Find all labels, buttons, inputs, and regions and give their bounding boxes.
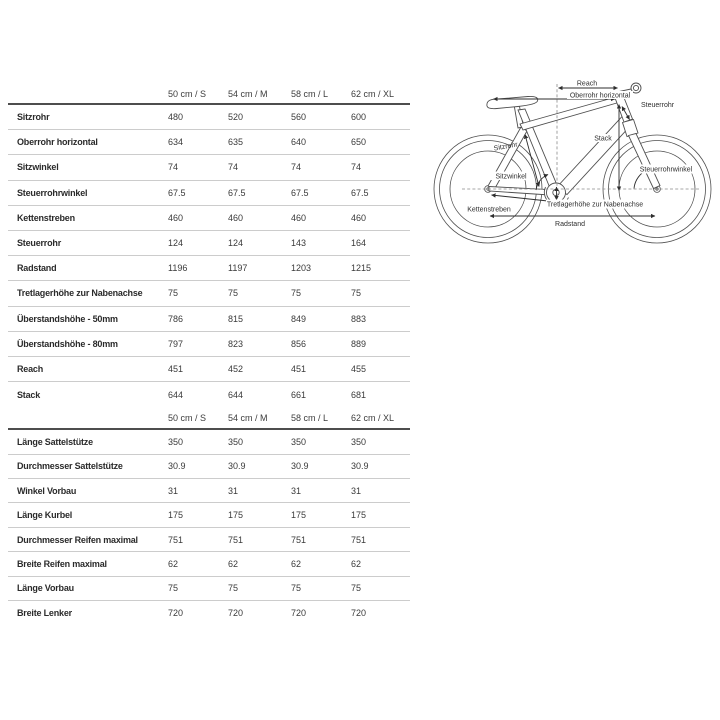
row-value: 74 bbox=[351, 162, 362, 173]
row-value: 1215 bbox=[351, 263, 372, 274]
table-row bbox=[8, 256, 410, 281]
row-value: 751 bbox=[291, 534, 307, 545]
row-value: 681 bbox=[351, 389, 367, 400]
row-label: Steuerrohrwinkel bbox=[17, 187, 88, 198]
row-value: 175 bbox=[168, 510, 184, 521]
row-value: 67.5 bbox=[228, 187, 246, 198]
oberrohr-horizontal-label: Oberrohr horizontal bbox=[569, 92, 631, 100]
frame-geometry-rows bbox=[8, 105, 410, 407]
table-row bbox=[8, 455, 410, 479]
table-row bbox=[8, 181, 410, 206]
row-value: 460 bbox=[228, 212, 244, 223]
size-column-header: 58 cm / L bbox=[291, 412, 329, 423]
row-value: 635 bbox=[228, 137, 244, 148]
row-value: 175 bbox=[291, 510, 307, 521]
stack-label: Stack bbox=[594, 135, 612, 143]
row-value: 460 bbox=[168, 212, 184, 223]
row-label: Kettenstreben bbox=[17, 212, 75, 223]
row-label: Sitzwinkel bbox=[17, 162, 59, 173]
row-value: 30.9 bbox=[291, 461, 309, 472]
row-value: 751 bbox=[351, 534, 367, 545]
row-label: Länge Kurbel bbox=[17, 510, 73, 521]
row-value: 75 bbox=[351, 583, 362, 594]
row-value: 650 bbox=[351, 137, 367, 148]
table-row bbox=[8, 479, 410, 503]
row-value: 31 bbox=[351, 485, 362, 496]
row-value: 350 bbox=[168, 436, 184, 447]
row-label: Länge Sattelstütze bbox=[17, 436, 93, 447]
table-row bbox=[8, 552, 410, 576]
sitzrohr-label: Sitzrohr bbox=[493, 141, 519, 153]
seat-stay bbox=[488, 127, 527, 190]
row-value: 75 bbox=[228, 288, 239, 299]
table-row bbox=[8, 105, 410, 130]
row-value: 74 bbox=[168, 162, 179, 173]
table-row bbox=[8, 307, 410, 332]
row-value: 62 bbox=[351, 558, 362, 569]
size-column-header: 50 cm / S bbox=[168, 89, 207, 99]
size-column-header: 62 cm / XL bbox=[351, 89, 395, 99]
row-label: Länge Vorbau bbox=[17, 583, 74, 594]
fork-leg bbox=[629, 134, 661, 189]
row-label: Winkel Vorbau bbox=[17, 485, 77, 496]
row-value: 75 bbox=[351, 288, 362, 299]
row-value: 644 bbox=[168, 389, 184, 400]
row-value: 62 bbox=[168, 558, 179, 569]
row-value: 600 bbox=[351, 112, 367, 123]
frame-geometry-section bbox=[8, 85, 410, 407]
row-value: 175 bbox=[351, 510, 367, 521]
row-value: 815 bbox=[228, 313, 244, 324]
row-value: 520 bbox=[228, 112, 244, 123]
row-value: 75 bbox=[291, 288, 302, 299]
row-value: 720 bbox=[351, 608, 367, 619]
row-value: 560 bbox=[291, 112, 307, 123]
table-row bbox=[8, 332, 410, 357]
row-label: Oberrohr horizontal bbox=[17, 137, 98, 148]
table-row bbox=[8, 231, 410, 256]
size-column-header: 54 cm / M bbox=[228, 412, 268, 423]
saddle bbox=[487, 96, 538, 108]
row-label: Radstand bbox=[17, 263, 57, 274]
row-label: Überstandshöhe - 80mm bbox=[17, 338, 118, 349]
row-label: Breite Reifen maximal bbox=[17, 558, 107, 569]
row-label: Tretlagerhöhe zur Nabenachse bbox=[17, 288, 143, 299]
size-column-header: 50 cm / S bbox=[168, 412, 207, 423]
reach-label: Reach bbox=[576, 80, 598, 88]
steuerrohrwinkel-label: Steuerrohrwinkel bbox=[639, 166, 693, 174]
row-label: Reach bbox=[17, 363, 44, 374]
geometry-tables bbox=[8, 85, 410, 625]
row-value: 75 bbox=[168, 583, 179, 594]
bottom-bracket bbox=[553, 189, 559, 195]
row-value: 480 bbox=[168, 112, 184, 123]
row-value: 856 bbox=[291, 338, 307, 349]
row-value: 451 bbox=[291, 363, 307, 374]
row-value: 460 bbox=[291, 212, 307, 223]
bike-geometry-diagram bbox=[430, 55, 720, 270]
down-tube bbox=[557, 116, 633, 195]
table-row bbox=[8, 130, 410, 155]
row-value: 75 bbox=[228, 583, 239, 594]
size-header-row bbox=[8, 407, 410, 430]
row-value: 849 bbox=[291, 313, 307, 324]
component-geometry-section bbox=[8, 407, 410, 625]
tretlagerhoehe-label: Tretlagerhöhe zur Nabenachse bbox=[546, 201, 644, 209]
component-geometry-rows bbox=[8, 430, 410, 625]
row-value: 31 bbox=[168, 485, 179, 496]
row-value: 75 bbox=[168, 288, 179, 299]
row-value: 350 bbox=[291, 436, 307, 447]
row-value: 30.9 bbox=[351, 461, 369, 472]
row-value: 720 bbox=[228, 608, 244, 619]
table-row bbox=[8, 357, 410, 382]
handlebar-grip-inner bbox=[633, 85, 638, 90]
row-value: 175 bbox=[228, 510, 244, 521]
table-row bbox=[8, 206, 410, 231]
size-column-header: 58 cm / L bbox=[291, 89, 329, 99]
row-value: 74 bbox=[228, 162, 239, 173]
row-value: 67.5 bbox=[351, 187, 369, 198]
kettenstreben-arrow bbox=[492, 195, 553, 202]
row-value: 455 bbox=[351, 363, 367, 374]
row-value: 1196 bbox=[168, 263, 188, 274]
row-value: 451 bbox=[168, 363, 184, 374]
row-value: 30.9 bbox=[168, 461, 186, 472]
sitzwinkel-label: Sitzwinkel bbox=[495, 173, 527, 181]
row-label: Stack bbox=[17, 389, 41, 400]
table-row bbox=[8, 281, 410, 306]
table-row bbox=[8, 577, 410, 601]
row-value: 62 bbox=[291, 558, 302, 569]
row-label: Steuerrohr bbox=[17, 238, 62, 249]
table-row bbox=[8, 528, 410, 552]
table-row bbox=[8, 382, 410, 407]
row-value: 640 bbox=[291, 137, 307, 148]
row-value: 62 bbox=[228, 558, 239, 569]
row-label: Durchmesser Sattelstütze bbox=[17, 461, 123, 472]
row-value: 67.5 bbox=[168, 187, 186, 198]
row-label: Durchmesser Reifen maximal bbox=[17, 534, 138, 545]
row-label: Überstandshöhe - 50mm bbox=[17, 313, 118, 324]
table-row bbox=[8, 503, 410, 527]
row-value: 883 bbox=[351, 313, 367, 324]
row-value: 1203 bbox=[291, 263, 312, 274]
row-value: 644 bbox=[228, 389, 244, 400]
row-value: 786 bbox=[168, 313, 184, 324]
row-value: 350 bbox=[351, 436, 367, 447]
radstand-label: Radstand bbox=[555, 221, 585, 228]
row-value: 797 bbox=[168, 338, 184, 349]
row-value: 74 bbox=[291, 162, 302, 173]
row-value: 452 bbox=[228, 363, 244, 374]
row-value: 720 bbox=[168, 608, 184, 619]
table-row bbox=[8, 155, 410, 180]
row-value: 143 bbox=[291, 238, 307, 249]
row-label: Breite Lenker bbox=[17, 608, 72, 619]
row-value: 350 bbox=[228, 436, 244, 447]
row-value: 460 bbox=[351, 212, 367, 223]
table-row bbox=[8, 430, 410, 454]
row-value: 823 bbox=[228, 338, 244, 349]
row-label: Sitzrohr bbox=[17, 112, 50, 123]
row-value: 164 bbox=[351, 238, 367, 249]
row-value: 661 bbox=[291, 389, 307, 400]
row-value: 75 bbox=[291, 583, 302, 594]
row-value: 751 bbox=[228, 534, 244, 545]
row-value: 720 bbox=[291, 608, 307, 619]
size-column-header: 62 cm / XL bbox=[351, 412, 395, 423]
row-value: 31 bbox=[291, 485, 302, 496]
row-value: 31 bbox=[228, 485, 239, 496]
row-value: 751 bbox=[168, 534, 184, 545]
row-value: 634 bbox=[168, 137, 184, 148]
steuerrohr-label: Steuerrohr bbox=[641, 102, 675, 109]
size-header-row bbox=[8, 85, 410, 105]
row-value: 67.5 bbox=[291, 187, 309, 198]
size-column-header: 54 cm / M bbox=[228, 89, 268, 99]
row-value: 30.9 bbox=[228, 461, 246, 472]
kettenstreben-label: Kettenstreben bbox=[467, 206, 511, 214]
table-row bbox=[8, 601, 410, 625]
row-value: 889 bbox=[351, 338, 367, 349]
row-value: 1197 bbox=[228, 263, 248, 274]
row-value: 124 bbox=[228, 238, 244, 249]
row-value: 124 bbox=[168, 238, 184, 249]
